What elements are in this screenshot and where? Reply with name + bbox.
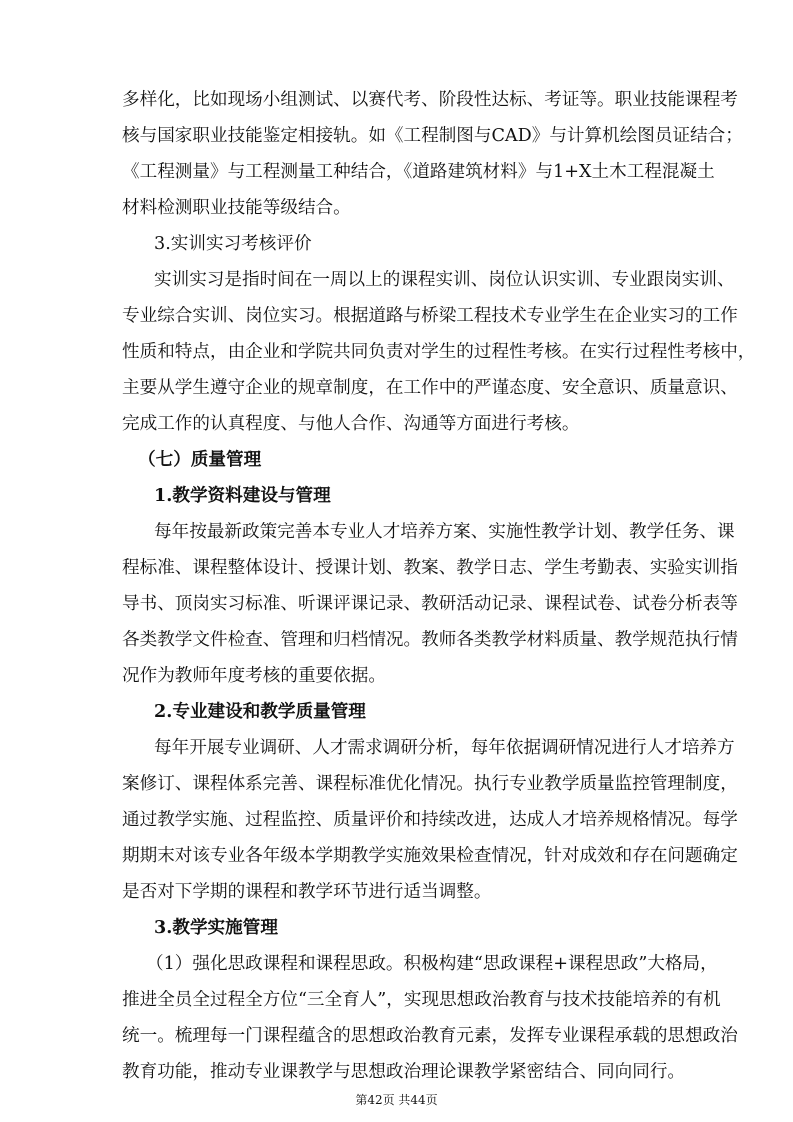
paragraph-line: 材料检测职业技能等级结合。: [122, 198, 351, 218]
paragraph-line: 《工程测量》与工程测量工种结合，《道路建筑材料》与1+X土木工程混凝土: [122, 162, 715, 182]
paragraph-line: 期期末对该专业各年级本学期教学实施效果检查情况，针对成效和存在问题确定: [122, 846, 738, 866]
page-number-footer: 第42页 共44页: [355, 1093, 438, 1107]
paragraph-line: 核与国家职业技能鉴定相接轨。如《工程制图与CAD》与计算机绘图员证结合；: [122, 126, 743, 146]
paragraph-line: 每年开展专业调研、人才需求调研分析，每年依据调研情况进行人才培养方: [154, 738, 735, 758]
paragraph-line: 通过教学实施、过程监控、质量评价和持续改进，达成人才培养规格情况。每学: [122, 810, 738, 830]
paragraph-line: 案修订、课程体系完善、课程标准优化情况。执行专业教学质量监控管理制度，: [122, 774, 738, 794]
paragraph-line: 推进全员全过程全方位“三全育人”，实现思想政治教育与技术技能培养的有机: [122, 990, 721, 1010]
paragraph-line: 教育功能，推动专业课教学与思想政治理论课教学紧密结合、同向同行。: [122, 1062, 686, 1082]
subsection-heading-1: 1.教学资料建设与管理: [154, 485, 331, 506]
paragraph-line: 统一。梳理每一门课程蕴含的思想政治教育元素，发挥专业课程承载的思想政治: [122, 1026, 738, 1046]
paragraph-line: 各类教学文件检查、管理和归档情况。教师各类教学材料质量、教学规范执行情: [122, 630, 738, 650]
section-heading-3: 3.实训实习考核评价: [154, 234, 312, 254]
paragraph-line: 性质和特点，由企业和学院共同负责对学生的过程性考核。在实行过程性考核中，: [122, 342, 756, 362]
paragraph-line: 专业综合实训、岗位实习。根据道路与桥梁工程技术专业学生在企业实习的工作: [122, 306, 738, 326]
paragraph-line: 程标准、课程整体设计、授课计划、教案、教学日志、学生考勤表、实验实训指: [122, 558, 738, 578]
paragraph-line: 导书、顶岗实习标准、听课评课记录、教研活动记录、课程试卷、试卷分析表等: [122, 594, 738, 614]
paragraph-line: （1）强化思政课程和课程思政。积极构建“思政课程+课程思政”大格局，: [146, 954, 718, 974]
paragraph-line: 况作为教师年度考核的重要依据。: [122, 666, 386, 686]
paragraph-line: 主要从学生遵守企业的规章制度，在工作中的严谨态度、安全意识、质量意识、: [122, 378, 738, 398]
subsection-heading-3: 3.教学实施管理: [154, 917, 278, 938]
paragraph-line: 多样化，比如现场小组测试、以赛代考、阶段性达标、考证等。职业技能课程考: [122, 90, 738, 110]
paragraph-line: 实训实习是指时间在一周以上的课程实训、岗位认识实训、专业跟岗实训、: [154, 270, 735, 290]
section-heading-quality: （七）质量管理: [138, 449, 262, 470]
subsection-heading-2: 2.专业建设和教学质量管理: [154, 701, 366, 722]
paragraph-line: 是否对下学期的课程和教学环节进行适当调整。: [122, 882, 492, 902]
paragraph-line: 每年按最新政策完善本专业人才培养方案、实施性教学计划、教学任务、课: [154, 522, 735, 542]
paragraph-line: 完成工作的认真程度、与他人合作、沟通等方面进行考核。: [122, 414, 580, 434]
